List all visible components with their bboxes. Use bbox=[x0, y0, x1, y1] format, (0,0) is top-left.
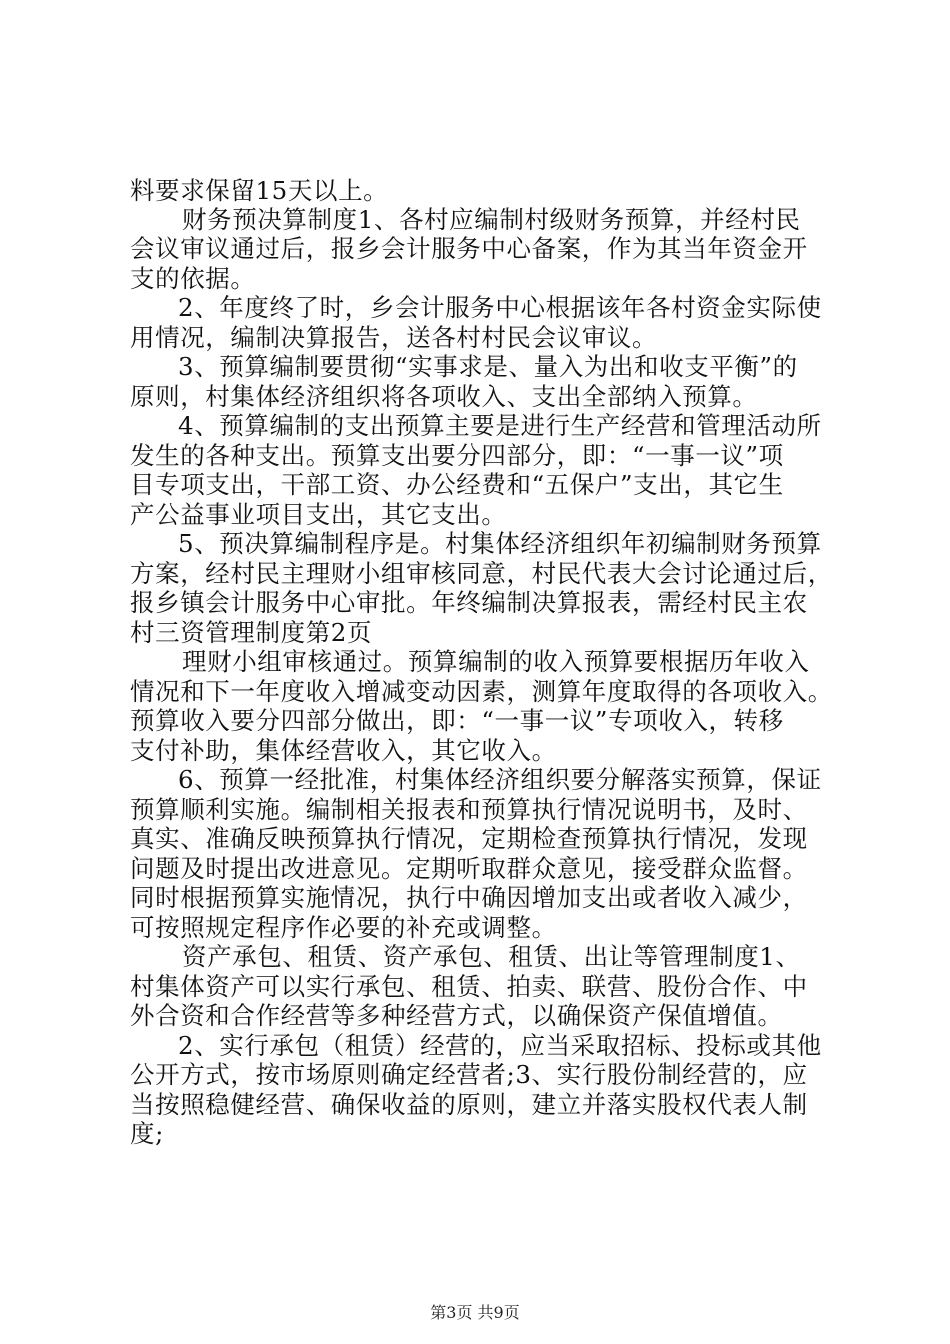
text-line: 问题及时提出改进意见。定期听取群众意见，接受群众监督。 bbox=[130, 854, 808, 883]
page-number-footer: 第3页 共9页 bbox=[430, 1303, 520, 1322]
text-line: 支的依据。 bbox=[130, 264, 256, 293]
text-line: 报乡镇会计服务中心审批。年终编制决算报表，需经村民主农 bbox=[130, 588, 808, 617]
text-line: 5、预决算编制程序是。村集体经济组织年初编制财务预算 bbox=[178, 529, 822, 558]
text-line: 真实、准确反映预算执行情况，定期检查预算执行情况，发现 bbox=[130, 824, 808, 853]
text-line: 村三资管理制度第2页 bbox=[130, 618, 373, 647]
text-line: 产公益事业项目支出，其它支出。 bbox=[130, 500, 507, 529]
text-line: 资产承包、租赁、资产承包、租赁、出让等管理制度1、 bbox=[182, 942, 801, 971]
text-line: 可按照规定程序作必要的补充或调整。 bbox=[130, 913, 557, 942]
text-line: 支付补助，集体经营收入，其它收入。 bbox=[130, 736, 557, 765]
text-line: 村集体资产可以实行承包、租赁、拍卖、联营、股份合作、中 bbox=[130, 972, 808, 1001]
text-line: 4、预算编制的支出预算主要是进行生产经营和管理活动所 bbox=[178, 411, 822, 440]
text-line: 用情况，编制决算报告，送各村村民会议审议。 bbox=[130, 323, 658, 352]
text-line: 度; bbox=[130, 1119, 164, 1148]
text-line: 方案，经村民主理财小组审核同意，村民代表大会讨论通过后， bbox=[130, 559, 833, 588]
text-line: 当按照稳健经营、确保收益的原则，建立并落实股权代表人制 bbox=[130, 1090, 808, 1119]
text-line: 3、预算编制要贯彻“实事求是、量入为出和收支平衡”的 bbox=[178, 352, 798, 381]
text-line: 情况和下一年度收入增减变动因素，测算年度取得的各项收入。 bbox=[130, 677, 833, 706]
text-line: 目专项支出，干部工资、办公经费和“五保户”支出，其它生 bbox=[130, 470, 784, 499]
text-line: 2、实行承包（租赁）经营的，应当采取招标、投标或其他 bbox=[178, 1031, 822, 1060]
text-line: 原则，村集体经济组织将各项收入、支出全部纳入预算。 bbox=[130, 382, 758, 411]
text-line: 理财小组审核通过。预算编制的收入预算要根据历年收入 bbox=[182, 647, 810, 676]
text-line: 公开方式，按市场原则确定经营者;3、实行股份制经营的，应 bbox=[130, 1060, 808, 1089]
text-line: 2、年度终了时，乡会计服务中心根据该年各村资金实际使 bbox=[178, 293, 822, 322]
text-line: 发生的各种支出。预算支出要分四部分，即：“一事一议”项 bbox=[130, 441, 784, 470]
text-line: 同时根据预算实施情况，执行中确因增加支出或者收入减少， bbox=[130, 883, 808, 912]
text-line: 6、预算一经批准，村集体经济组织要分解落实预算，保证 bbox=[178, 765, 822, 794]
text-line: 会议审议通过后，报乡会计服务中心备案，作为其当年资金开 bbox=[130, 234, 808, 263]
text-line: 料要求保留15天以上。 bbox=[130, 176, 389, 205]
text-line: 预算收入要分四部分做出，即：“一事一议”专项收入，转移 bbox=[130, 706, 784, 735]
text-line: 财务预决算制度1、各村应编制村级财务预算，并经村民 bbox=[182, 205, 801, 234]
text-line: 外合资和合作经营等多种经营方式，以确保资产保值增值。 bbox=[130, 1001, 783, 1030]
text-line: 预算顺利实施。编制相关报表和预算执行情况说明书，及时、 bbox=[130, 795, 808, 824]
